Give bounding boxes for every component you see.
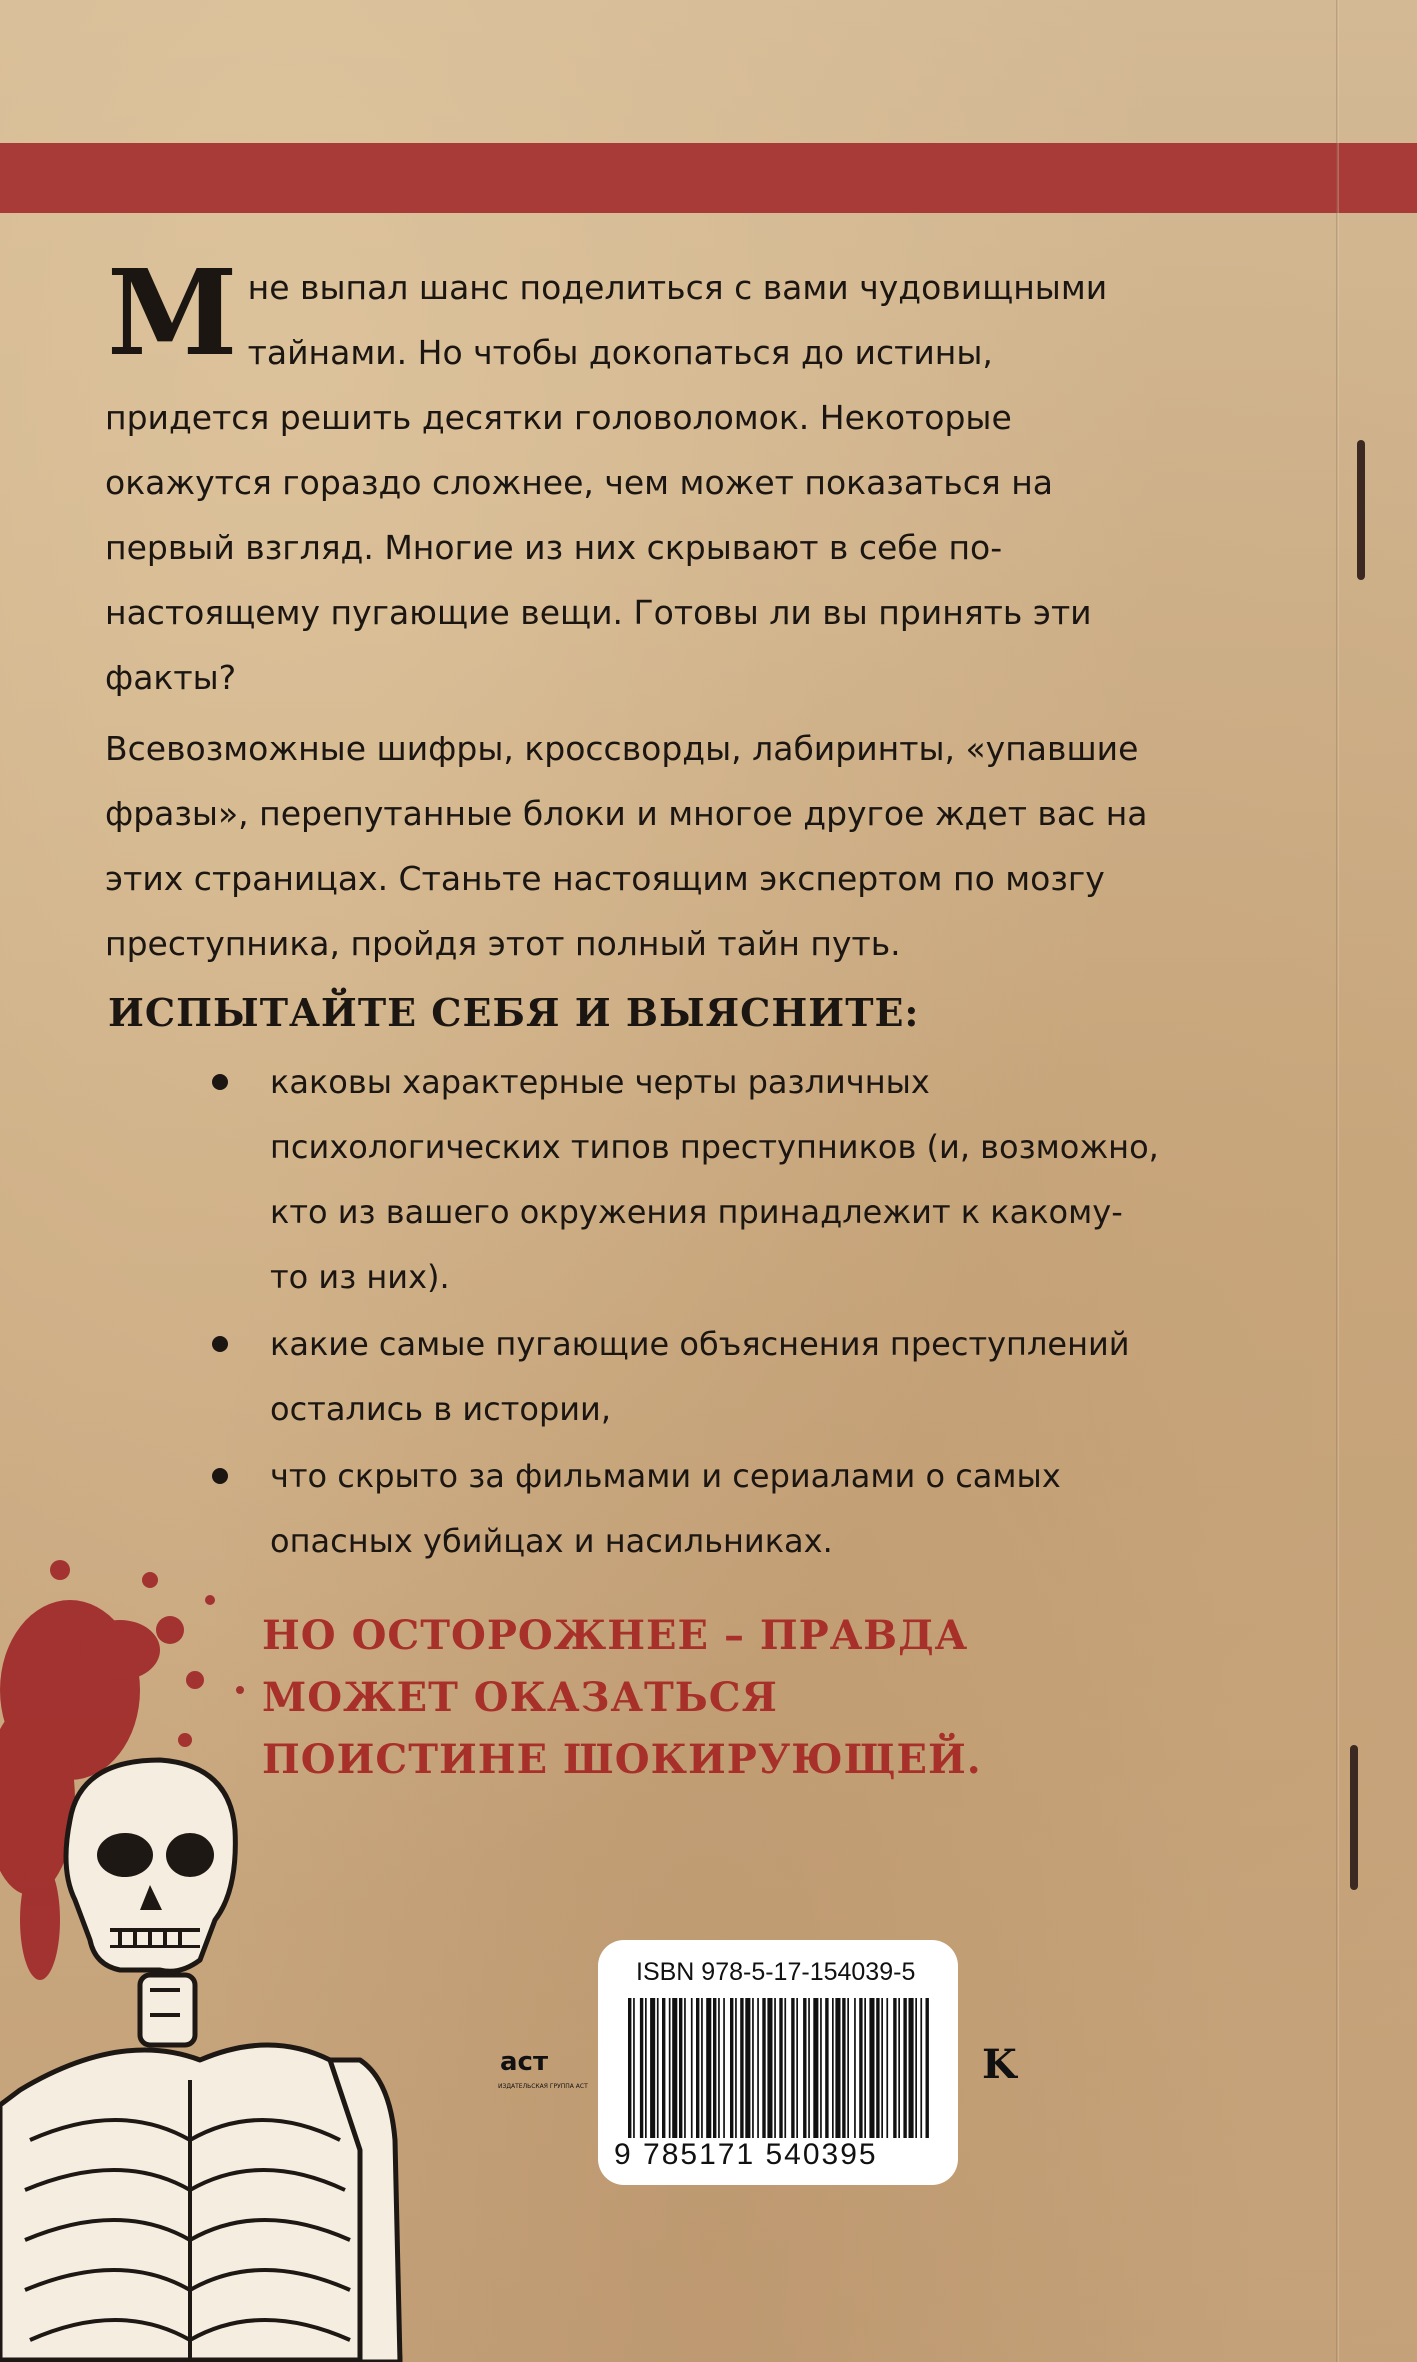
barcode-bar bbox=[740, 1998, 743, 2138]
barcode-card bbox=[598, 1940, 958, 2185]
barcode-bar bbox=[645, 1998, 647, 2138]
barcode-bar bbox=[701, 1998, 703, 2138]
barcode-digits: 9 785171 540395 bbox=[614, 2138, 878, 2171]
barcode-bar bbox=[791, 1998, 794, 2138]
barcode-bar bbox=[767, 1998, 772, 2138]
warning-text: НО ОСТОРОЖНЕЕ – ПРАВДА МОЖЕТ ОКАЗАТЬСЯ ПОИСТИНЕ ШОКИРУЮЩЕЙ. bbox=[262, 1612, 982, 1783]
barcode-bar bbox=[745, 1998, 750, 2138]
barcode-bar bbox=[784, 1998, 786, 2138]
barcode-bar bbox=[706, 1998, 711, 2138]
binding-stitch bbox=[1350, 1745, 1358, 1890]
barcode-bar bbox=[735, 1998, 737, 2138]
barcode-bar bbox=[803, 1998, 806, 2138]
barcode-bar bbox=[730, 1998, 733, 2138]
barcode-bar bbox=[796, 1998, 798, 2138]
barcode-bar bbox=[633, 1998, 635, 2138]
barcode-bar bbox=[808, 1998, 810, 2138]
barcode-bar bbox=[669, 1998, 671, 2138]
barcode-bar bbox=[893, 1998, 896, 2138]
barcode-bar bbox=[847, 1998, 849, 2138]
bullet-item: какие самые пугающие объяснения преступлений остались в истории, bbox=[200, 1312, 1160, 1442]
barcode-bar bbox=[881, 1998, 883, 2138]
ast-logo-text: аст bbox=[500, 2047, 549, 2077]
barcode-bar bbox=[774, 1998, 776, 2138]
barcode-bar bbox=[898, 1998, 900, 2138]
intro-text bbox=[105, 243, 1165, 976]
barcode-bar bbox=[859, 1998, 862, 2138]
barcode-bar bbox=[662, 1998, 665, 2138]
barcode-bar bbox=[657, 1998, 659, 2138]
barcode-bar bbox=[926, 1998, 929, 2138]
barcode-bars bbox=[628, 1998, 928, 2138]
spine-fold-line bbox=[1336, 0, 1339, 2362]
barcode-bar bbox=[854, 1998, 856, 2138]
barcode-bar bbox=[842, 1998, 845, 2138]
barcode-bar bbox=[650, 1998, 655, 2138]
barcode-bar bbox=[696, 1998, 699, 2138]
barcode-bar bbox=[640, 1998, 643, 2138]
barcode-bar bbox=[723, 1998, 725, 2138]
binding-stitch bbox=[1357, 440, 1365, 580]
drop-cap: М bbox=[107, 243, 238, 382]
ast-logo-caption: ИЗДАТЕЛЬСКАЯ ГРУППА АСТ bbox=[498, 2083, 588, 2090]
barcode-bar bbox=[876, 1998, 879, 2138]
barcode-bar bbox=[825, 1998, 828, 2138]
ast-logo bbox=[494, 2030, 588, 2100]
barcode-bar bbox=[909, 1998, 914, 2138]
barcode-bar bbox=[713, 1998, 716, 2138]
isbn-label: ISBN 978-5-17-154039-5 bbox=[636, 1958, 916, 1986]
barcode-bar bbox=[820, 1998, 822, 2138]
skeleton-illustration bbox=[0, 1760, 420, 2362]
section-heading: ИСПЫТАЙТЕ СЕБЯ И ВЫЯСНИТЕ: bbox=[108, 990, 920, 1035]
intro-paragraph-1-text: не выпал шанс поделиться с вами чудовищными тайнами. Но чтобы докопаться до истины, придется решить десятки головоломок. Некоторые окажутся гораздо сложнее, чем может показаться на первый взгляд. Многие из них скрывают в себе по-настоящему пугающие вещи. Готовы ли вы принять эти факты? bbox=[105, 268, 1108, 697]
barcode-bar bbox=[869, 1998, 874, 2138]
barcode-bar bbox=[672, 1998, 677, 2138]
bullet-item: что скрыто за фильмами и сериалами о самых опасных убийцах и насильниках. bbox=[200, 1444, 1160, 1574]
barcode-bar bbox=[886, 1998, 888, 2138]
intro-paragraph-2: Всевозможные шифры, кроссворды, лабиринты, «упавшие фразы», перепутанные блоки и многое другое ждет вас на этих страницах. Станьте настоящим экспертом по мозгу преступника, пройдя этот полный тайн путь. bbox=[105, 729, 1148, 963]
intro-paragraph-1 bbox=[105, 243, 1165, 710]
barcode-bar bbox=[718, 1998, 720, 2138]
barcode-bar bbox=[864, 1998, 866, 2138]
barcode-bar bbox=[628, 1998, 631, 2138]
imprint-k-logo bbox=[978, 2040, 1018, 2088]
imprint-k-text: K bbox=[982, 2041, 1017, 2088]
barcode-bar bbox=[762, 1998, 765, 2138]
bullet-item: каковы характерные черты различных психологических типов преступников (и, возможно, кто из вашего окружения принадлежит к какому-то из них). bbox=[200, 1050, 1160, 1310]
barcode-bar bbox=[920, 1998, 922, 2138]
barcode-bar bbox=[691, 1998, 693, 2138]
barcode-bar bbox=[915, 1998, 917, 2138]
barcode-bar bbox=[679, 1998, 682, 2138]
red-band bbox=[0, 143, 1417, 213]
barcode-bar bbox=[752, 1998, 754, 2138]
barcode-bar bbox=[813, 1998, 818, 2138]
barcode-bar bbox=[832, 1998, 834, 2138]
barcode-bar bbox=[903, 1998, 906, 2138]
barcode-bar bbox=[835, 1998, 840, 2138]
barcode-bar bbox=[757, 1998, 759, 2138]
barcode-bar bbox=[779, 1998, 782, 2138]
barcode-bar bbox=[684, 1998, 686, 2138]
bullet-list bbox=[200, 1050, 1160, 1576]
